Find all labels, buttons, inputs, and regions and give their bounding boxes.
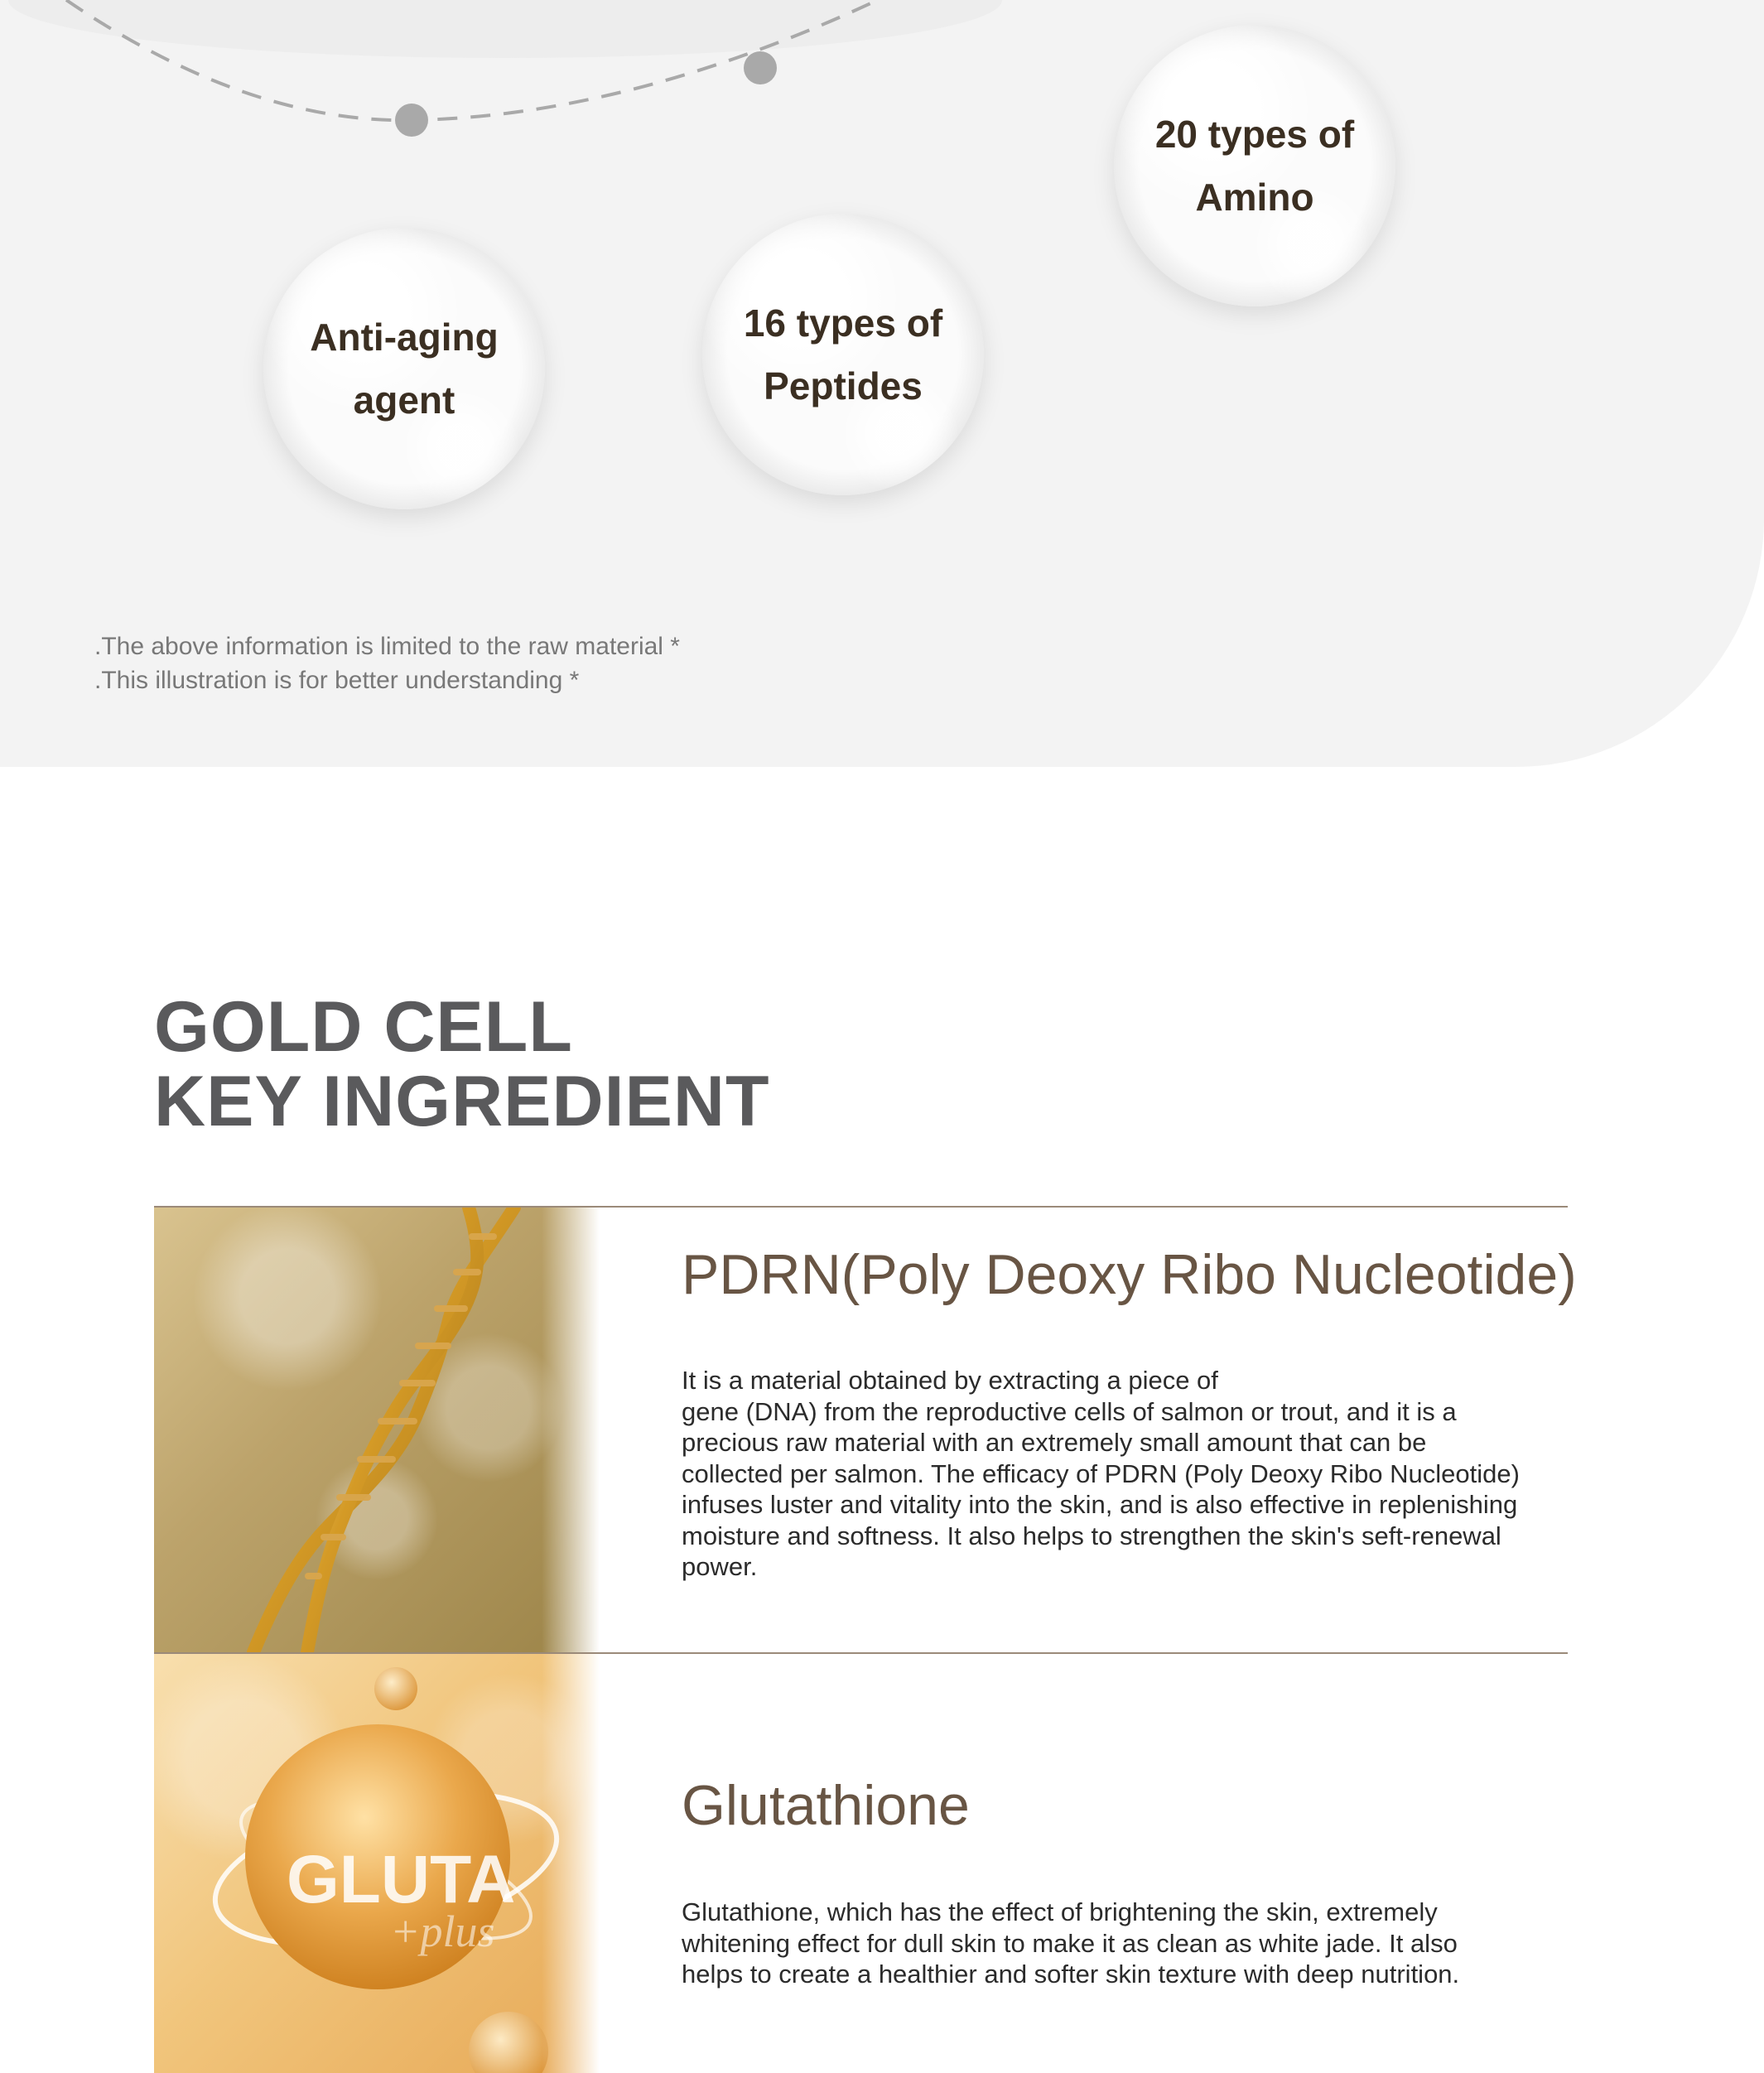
pdrn-description-line2: gene (DNA) from the reproductive cells of salmon or trout, and it is a: [682, 1396, 1457, 1426]
pdrn-description-line1: It is a material obtained by extracting a piece of: [682, 1366, 1218, 1395]
amino-bubble-line2: Amino: [1195, 176, 1314, 219]
glutathione-description: [682, 1897, 1551, 1990]
gluta-plus-image-text: +plus: [390, 1907, 495, 1956]
dna-helix-illustration: [154, 1208, 600, 1652]
key-ingredient-heading: [154, 987, 770, 1141]
pdrn-image-fade: [542, 1208, 600, 1652]
glutathione-title: Glutathione: [682, 1774, 970, 1837]
pdrn-dna-image: [154, 1208, 600, 1652]
pdrn-description-line5: infuses luster and vitality into the skin, and is also effective in replenishing: [682, 1490, 1518, 1519]
anti-aging-bubble: [263, 228, 545, 509]
glutathione-description-line1: Glutathione, which has the effect of brightening the skin, extremely: [682, 1897, 1438, 1926]
glutathione-orb-illustration: [154, 1654, 600, 2073]
pdrn-description-line3: precious raw material with an extremely small amount that can be: [682, 1428, 1427, 1457]
top-illustration-panel: [0, 0, 1764, 767]
glutathione-description-line3: helps to create a healthier and softer skin texture with deep nutrition.: [682, 1960, 1460, 1989]
illustration-notes: [94, 629, 680, 697]
glutathione-image-fade: [542, 1654, 600, 2073]
pdrn-description-line6: moisture and softness. It also helps to strengthen the skin's seft-renewal: [682, 1521, 1501, 1550]
gluta-image-text: GLUTA: [287, 1842, 516, 1917]
peptides-bubble-line1: 16 types of: [743, 301, 943, 345]
anti-aging-bubble-line2: agent: [353, 378, 455, 422]
peptides-bubble-line2: Peptides: [764, 364, 923, 407]
pdrn-description-line7: power.: [682, 1552, 758, 1581]
pdrn-description: [682, 1365, 1551, 1583]
key-ingredient-heading-line2: KEY INGREDIENT: [154, 1062, 770, 1141]
pdrn-title: PDRN(Poly Deoxy Ribo Nucleotide): [682, 1243, 1577, 1306]
anti-aging-bubble-line1: Anti-aging: [310, 316, 499, 359]
raw-material-note: .The above information is limited to the raw material *: [94, 633, 680, 660]
peptides-bubble: [702, 214, 984, 495]
pdrn-description-line4: collected per salmon. The efficacy of PDRN (Poly Deoxy Ribo Nucleotide): [682, 1458, 1520, 1488]
amino-bubble-line1: 20 types of: [1154, 113, 1355, 156]
glutathione-image: [154, 1654, 600, 2073]
amino-bubble: [1114, 25, 1395, 306]
glutathione-description-line2: whitening effect for dull skin to make it as clean as white jade. It also: [682, 1928, 1458, 1958]
key-ingredient-heading-line1: GOLD CELL: [154, 987, 573, 1067]
illustration-note: .This illustration is for better understanding *: [94, 667, 580, 694]
